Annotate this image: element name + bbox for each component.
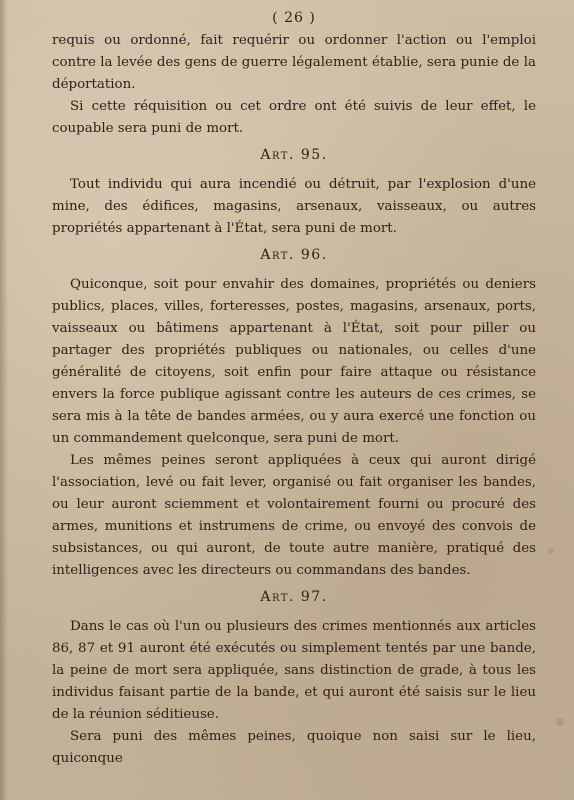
- page-edge-shadow: [0, 0, 8, 800]
- paragraph: Sera puni des mêmes peines, quoique non saisi sur le lieu, quiconque: [52, 729, 536, 766]
- page-number: ( 26 ): [272, 10, 316, 26]
- article-heading: Art. 96.: [260, 247, 328, 263]
- paper-stain: [556, 718, 564, 726]
- paragraph: Dans le cas où l'un ou plusieurs des crimes mentionnés aux articles 86, 87 et 91 auront été exécutés ou simplement tentés par une bande, la peine de mort sera appliquée, sans distinction de grade, à tous les individus faisant partie de la bande, et qui auront été saisis sur le lieu de la réunion séditieuse.: [52, 619, 536, 722]
- article-heading: Art. 97.: [260, 589, 328, 605]
- paragraph: requis ou ordonné, fait requérir ou ordonner l'action ou l'emploi contre la levée des gens de guerre légalement établie, sera punie de la déportation.: [52, 33, 536, 92]
- paper-stain: [548, 548, 554, 554]
- paragraph: Quiconque, soit pour envahir des domaines, propriétés ou deniers publics, places, villes, forteresses, postes, magasins, arsenaux, ports, vaisseaux ou bâtimens appartenant à l'État, soit pour piller ou partager des propriétés publiques ou nationales, ou celles d'une généralité de citoyens, soit enfin pour faire attaque ou résistance envers la force publique agissant contre les auteurs de ces crimes, se sera mis à la tête de bandes armées, ou y aura exercé une fonction ou un commandement quelconque, sera puni de mort.: [52, 277, 536, 446]
- text-block: [52, 0, 536, 770]
- paragraph: Les mêmes peines seront appliquées à ceux qui auront dirigé l'association, levé ou fait lever, organisé ou fait organiser les bandes, ou leur auront sciemment et volontairement fourni ou procuré des armes, munitions et instrumens de crime, ou envoyé des convois de subsistances, ou qui auront, de toute autre manière, pratiqué des intelligences avec les directeurs ou commandans des bandes.: [52, 453, 536, 578]
- paragraph: Si cette réquisition ou cet ordre ont été suivis de leur effet, le coupable sera puni de mort.: [52, 99, 536, 136]
- article-heading: Art. 95.: [260, 147, 328, 163]
- paragraph: Tout individu qui aura incendié ou détruit, par l'explosion d'une mine, des édifices, magasins, arsenaux, vaisseaux, ou autres propriétés appartenant à l'État, sera puni de mort.: [52, 177, 536, 236]
